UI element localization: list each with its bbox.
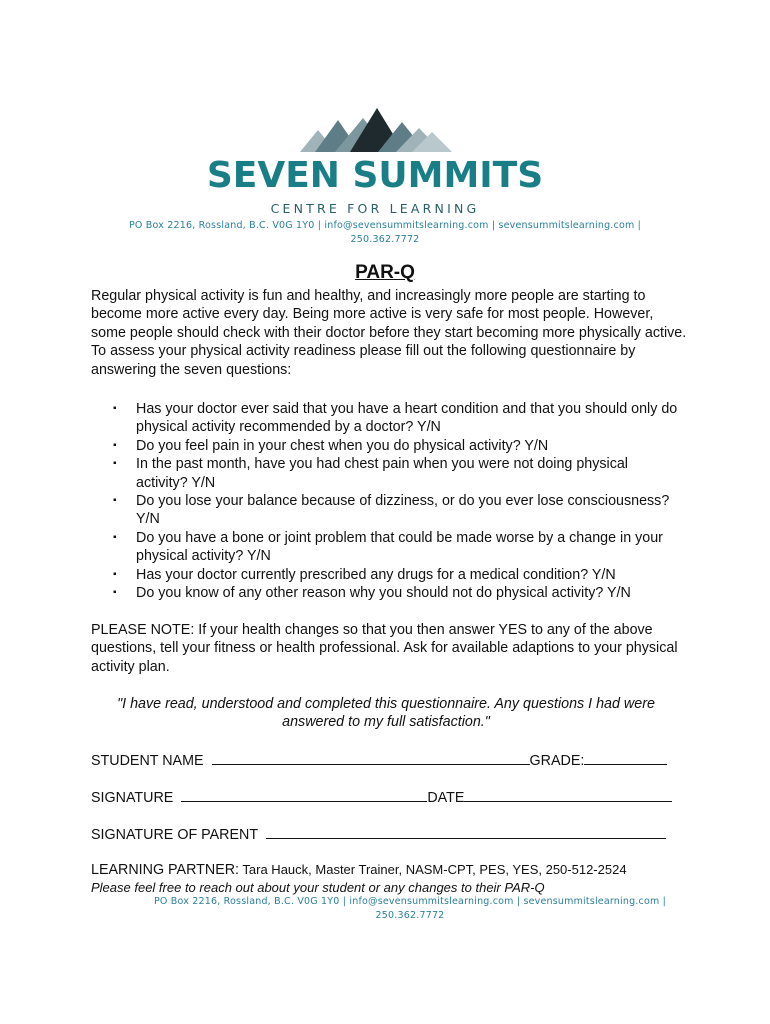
grade-label: GRADE: [529, 753, 585, 769]
student-name-row [91, 750, 667, 770]
declaration-quote: "I have read, understood and completed this questionnaire. Any questions I had were answered to my full satisfaction." [117, 696, 655, 731]
contact-invitation: Please feel free to reach out about your student or any changes to their PAR-Q [91, 880, 545, 895]
please-note-paragraph: PLEASE NOTE: If your health changes so that you then answer YES to any of the above questions, tell your fitness or health professional. Ask for available adaptions to your physical activity plan. [91, 622, 678, 675]
parent-signature-field[interactable] [266, 824, 666, 839]
learning-partner-value: Tara Hauck, Master Trainer, NASM-CPT, PES, YES, 250-512-2524 [239, 862, 627, 877]
student-name-label: STUDENT NAME [91, 753, 204, 769]
brand-name: SEVEN SUMMITS [206, 155, 544, 196]
page-title: PAR-Q [355, 262, 415, 283]
contact-line-1: PO Box 2216, Rossland, B.C. V0G 1Y0 | info@sevensummitslearning.com | sevensummitslearning.com | [128, 220, 642, 231]
signature-field[interactable] [181, 787, 427, 802]
list-item: ▪ Do you know of any other reason why you should not do physical activity? Y/N [91, 584, 681, 602]
seven-summits-logo [200, 108, 550, 223]
learning-partner [91, 861, 627, 879]
signature-label: SIGNATURE [91, 790, 174, 806]
signature-row [91, 787, 672, 807]
list-item: ▪ Has your doctor ever said that you have a heart condition and that you should only do physical activity recommended by a doctor? Y/N [91, 400, 681, 437]
parent-signature-label: SIGNATURE OF PARENT [91, 827, 258, 843]
contact-line-2: 250.362.7772 [375, 910, 445, 921]
list-item: ▪ Do you lose your balance because of dizziness, or do you ever lose consciousness? Y/N [91, 492, 681, 529]
contact-header [60, 219, 710, 247]
list-item: ▪ In the past month, have you had chest pain when you were not doing physical activity? Y/N [91, 455, 681, 492]
list-item: ▪ Has your doctor currently prescribed any drugs for a medical condition? Y/N [91, 566, 681, 584]
mountains-icon [200, 108, 550, 156]
learning-partner-label: LEARNING PARTNER: [91, 862, 240, 878]
date-label: DATE [427, 790, 465, 806]
question-list [91, 400, 681, 602]
list-item: ▪ Do you feel pain in your chest when you do physical activity? Y/N [91, 437, 681, 455]
date-field[interactable] [464, 787, 672, 802]
student-name-field[interactable] [212, 750, 530, 765]
contact-footer [80, 895, 740, 923]
contact-line-1: PO Box 2216, Rossland, B.C. V0G 1Y0 | info@sevensummitslearning.com | sevensummitslearning.com | [153, 896, 667, 907]
parent-signature-row [91, 824, 666, 844]
grade-field[interactable] [584, 750, 667, 765]
brand-tagline: CENTRE FOR LEARNING [270, 201, 480, 216]
intro-paragraph: Regular physical activity is fun and healthy, and increasingly more people are starting to become more active every day. Being more active is very safe for most people. However, some people should check with their doctor before they start becoming more physically active. To assess your physical activity readiness please fill out the following questionnaire by answering the seven questions: [91, 288, 687, 378]
list-item: ▪ Do you have a bone or joint problem that could be made worse by a change in your physical activity? Y/N [91, 529, 681, 566]
contact-line-2: 250.362.7772 [350, 234, 420, 245]
